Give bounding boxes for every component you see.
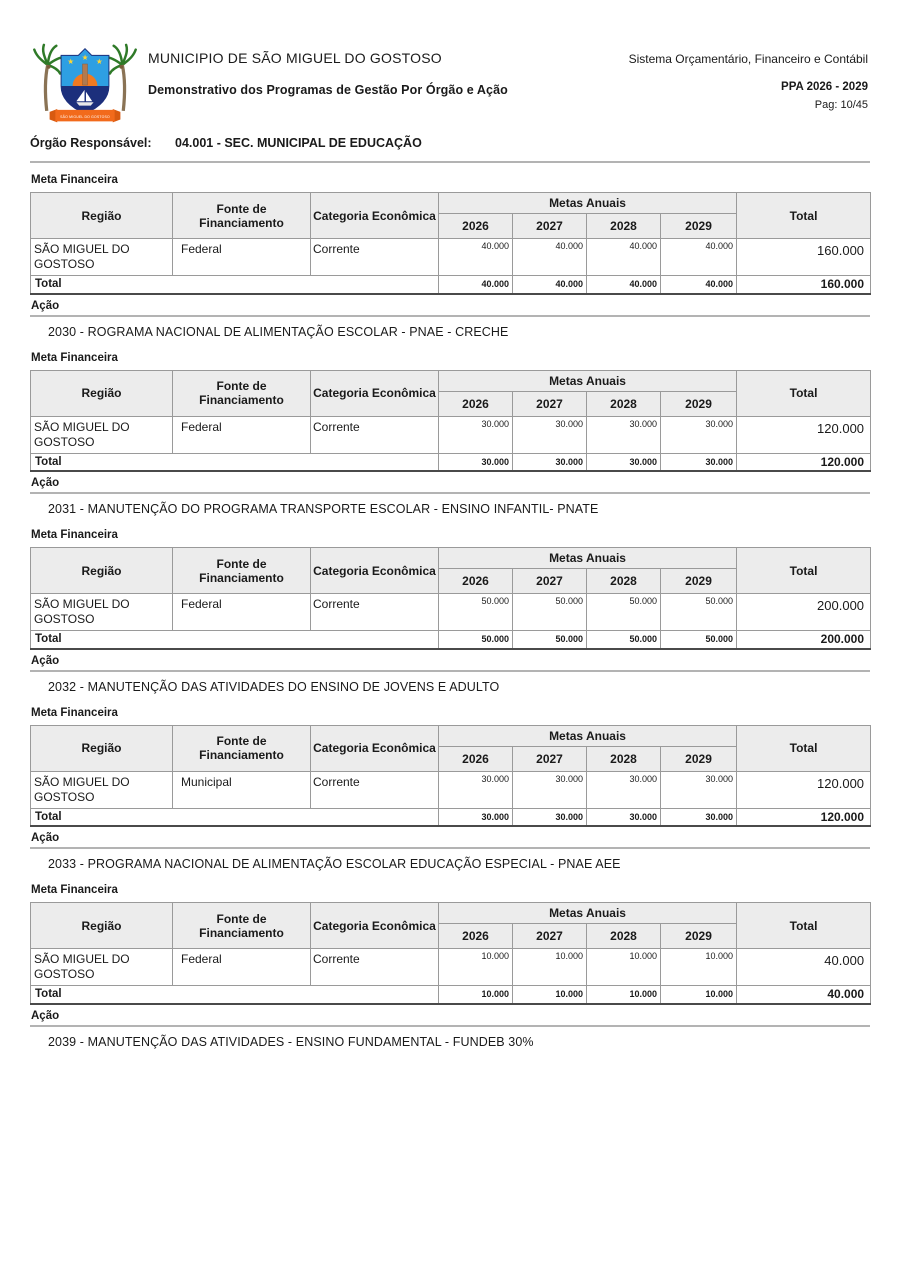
total-row: [31, 808, 871, 826]
col-header-regiao: Região: [31, 725, 173, 771]
col-header-year-2026: 2026: [439, 746, 513, 771]
col-header-year-2029: 2029: [661, 391, 737, 416]
system-name: Sistema Orçamentário, Financeiro e Contábil: [628, 52, 868, 66]
total-value-2026: 40.000: [439, 276, 513, 294]
cell-regiao: SÃO MIGUEL DO GOSTOSO: [31, 416, 173, 453]
col-header-year-2027: 2027: [513, 391, 587, 416]
total-value-2027: 50.000: [513, 631, 587, 649]
program-section: [30, 352, 870, 517]
col-header-year-2028: 2028: [587, 924, 661, 949]
svg-text:SÃO MIGUEL DO GOSTOSO: SÃO MIGUEL DO GOSTOSO: [60, 115, 110, 120]
col-header-total: Total: [737, 903, 871, 949]
total-grand: 120.000: [737, 453, 871, 471]
meta-financeira-label: Meta Financeira: [31, 884, 118, 896]
col-header-regiao: Região: [31, 903, 173, 949]
cell-value-2027: 30.000: [513, 416, 587, 453]
cell-value-2028: 10.000: [587, 949, 661, 986]
total-value-2029: 30.000: [661, 453, 737, 471]
total-value-2026: 50.000: [439, 631, 513, 649]
cell-value-2027: 40.000: [513, 239, 587, 276]
header-separator: [30, 161, 870, 163]
cell-regiao: SÃO MIGUEL DO GOSTOSO: [31, 239, 173, 276]
meta-financeira-table: [30, 725, 871, 828]
col-header-year-2029: 2029: [661, 214, 737, 239]
total-grand: 200.000: [737, 631, 871, 649]
cell-categoria: Corrente: [311, 949, 439, 986]
col-header-total: Total: [737, 548, 871, 594]
svg-text:★: ★: [95, 57, 103, 66]
col-header-year-2026: 2026: [439, 214, 513, 239]
meta-financeira-table: [30, 370, 871, 473]
col-header-categoria: Categoria Econômica: [311, 903, 439, 949]
col-header-total: Total: [737, 370, 871, 416]
cell-value-2027: 30.000: [513, 771, 587, 808]
col-header-regiao: Região: [31, 370, 173, 416]
total-row: [31, 453, 871, 471]
cell-categoria: Corrente: [311, 239, 439, 276]
total-value-2026: 30.000: [439, 808, 513, 826]
col-header-year-2026: 2026: [439, 391, 513, 416]
col-header-metas-anuais: Metas Anuais: [439, 725, 737, 746]
total-row-label: Total: [31, 986, 439, 1004]
table-row: [31, 416, 871, 453]
total-value-2029: 10.000: [661, 986, 737, 1004]
cell-row-total: 120.000: [737, 416, 871, 453]
col-header-fonte: Fonte de Financiamento: [173, 548, 311, 594]
total-grand: 40.000: [737, 986, 871, 1004]
table-row: [31, 949, 871, 986]
cell-categoria: Corrente: [311, 771, 439, 808]
header-titles: [148, 50, 508, 97]
acao-section-label: Ação: [30, 650, 870, 672]
organ-value: 04.001 - SEC. MUNICIPAL DE EDUCAÇÃO: [175, 136, 422, 150]
col-header-fonte: Fonte de Financiamento: [173, 903, 311, 949]
meta-financeira-table: [30, 192, 871, 295]
cell-value-2029: 30.000: [661, 416, 737, 453]
col-header-year-2028: 2028: [587, 569, 661, 594]
total-value-2029: 30.000: [661, 808, 737, 826]
acao-section-label: Ação: [30, 1005, 870, 1027]
total-row: [31, 631, 871, 649]
cell-regiao: SÃO MIGUEL DO GOSTOSO: [31, 771, 173, 808]
total-row-label: Total: [31, 276, 439, 294]
cell-row-total: 40.000: [737, 949, 871, 986]
cell-value-2029: 50.000: [661, 594, 737, 631]
program-section: [30, 707, 870, 872]
cell-fonte: Federal: [173, 416, 311, 453]
cell-value-2026: 10.000: [439, 949, 513, 986]
page-number: Pag: 10/45: [814, 99, 868, 111]
meta-financeira-label: Meta Financeira: [31, 351, 118, 364]
total-grand: 160.000: [737, 276, 871, 294]
total-row: [31, 986, 871, 1004]
header-meta: [629, 52, 868, 111]
col-header-categoria: Categoria Econômica: [311, 193, 439, 239]
cell-value-2028: 50.000: [587, 594, 661, 631]
total-value-2026: 10.000: [439, 986, 513, 1004]
program-section: [30, 884, 870, 1049]
meta-financeira-table: [30, 547, 871, 650]
total-row: [31, 276, 871, 294]
report-header: [0, 0, 900, 130]
total-value-2028: 30.000: [587, 453, 661, 471]
col-header-year-2027: 2027: [513, 214, 587, 239]
program-section: [30, 174, 870, 339]
cell-row-total: 200.000: [737, 594, 871, 631]
col-header-year-2027: 2027: [513, 746, 587, 771]
program-section: [30, 529, 870, 694]
meta-financeira-label: Meta Financeira: [31, 706, 118, 719]
total-value-2028: 50.000: [587, 631, 661, 649]
cell-fonte: Municipal: [173, 771, 311, 808]
cell-fonte: Federal: [173, 239, 311, 276]
cell-value-2028: 30.000: [587, 771, 661, 808]
meta-financeira-table: [30, 902, 871, 1005]
col-header-total: Total: [737, 193, 871, 239]
col-header-year-2026: 2026: [439, 569, 513, 594]
report-title: Demonstrativo dos Programas de Gestão Por Órgão e Ação: [148, 83, 508, 97]
cell-value-2028: 30.000: [587, 416, 661, 453]
cell-value-2026: 30.000: [439, 416, 513, 453]
col-header-regiao: Região: [31, 548, 173, 594]
col-header-fonte: Fonte de Financiamento: [173, 370, 311, 416]
col-header-year-2027: 2027: [513, 924, 587, 949]
acao-section-label: Ação: [30, 472, 870, 494]
total-value-2028: 40.000: [587, 276, 661, 294]
organ-responsible-row: [30, 136, 870, 150]
col-header-categoria: Categoria Econômica: [311, 548, 439, 594]
total-value-2026: 30.000: [439, 453, 513, 471]
svg-text:★: ★: [67, 57, 75, 66]
acao-section-label: Ação: [30, 295, 870, 317]
col-header-year-2029: 2029: [661, 569, 737, 594]
svg-text:★: ★: [81, 53, 89, 63]
col-header-year-2029: 2029: [661, 746, 737, 771]
col-header-metas-anuais: Metas Anuais: [439, 903, 737, 924]
acao-description: 2033 - PROGRAMA NACIONAL DE ALIMENTAÇÃO ESCOLAR EDUCAÇÃO ESPECIAL - PNAE AEE: [48, 857, 621, 871]
total-grand: 120.000: [737, 808, 871, 826]
acao-description: 2031 - MANUTENÇÃO DO PROGRAMA TRANSPORTE ESCOLAR - ENSINO INFANTIL- PNATE: [48, 502, 599, 516]
ppa-period: PPA 2026 - 2029: [781, 81, 868, 93]
cell-value-2026: 40.000: [439, 239, 513, 276]
cell-regiao: SÃO MIGUEL DO GOSTOSO: [31, 594, 173, 631]
col-header-fonte: Fonte de Financiamento: [173, 193, 311, 239]
cell-categoria: Corrente: [311, 594, 439, 631]
cell-fonte: Federal: [173, 594, 311, 631]
table-row: [31, 239, 871, 276]
col-header-categoria: Categoria Econômica: [311, 725, 439, 771]
col-header-regiao: Região: [31, 193, 173, 239]
cell-regiao: SÃO MIGUEL DO GOSTOSO: [31, 949, 173, 986]
col-header-total: Total: [737, 725, 871, 771]
col-header-year-2026: 2026: [439, 924, 513, 949]
cell-row-total: 120.000: [737, 771, 871, 808]
organ-label: Órgão Responsável:: [30, 136, 152, 150]
cell-value-2027: 10.000: [513, 949, 587, 986]
cell-row-total: 160.000: [737, 239, 871, 276]
acao-section-label: Ação: [30, 827, 870, 849]
total-value-2027: 10.000: [513, 986, 587, 1004]
meta-financeira-label: Meta Financeira: [31, 529, 118, 541]
col-header-year-2028: 2028: [587, 746, 661, 771]
acao-description: 2030 - ROGRAMA NACIONAL DE ALIMENTAÇÃO ESCOLAR - PNAE - CRECHE: [48, 324, 509, 339]
total-row-label: Total: [31, 453, 439, 471]
col-header-metas-anuais: Metas Anuais: [439, 370, 737, 391]
total-value-2029: 40.000: [661, 276, 737, 294]
col-header-year-2028: 2028: [587, 391, 661, 416]
cell-value-2029: 10.000: [661, 949, 737, 986]
table-row: [31, 771, 871, 808]
cell-value-2029: 40.000: [661, 239, 737, 276]
col-header-year-2027: 2027: [513, 569, 587, 594]
cell-value-2028: 40.000: [587, 239, 661, 276]
table-row: [31, 594, 871, 631]
col-header-metas-anuais: Metas Anuais: [439, 548, 737, 569]
acao-description: 2039 - MANUTENÇÃO DAS ATIVIDADES - ENSINO FUNDAMENTAL - FUNDEB 30%: [48, 1034, 534, 1049]
total-row-label: Total: [31, 808, 439, 826]
cell-value-2026: 50.000: [439, 594, 513, 631]
col-header-year-2028: 2028: [587, 214, 661, 239]
cell-value-2026: 30.000: [439, 771, 513, 808]
total-value-2028: 30.000: [587, 808, 661, 826]
cell-value-2029: 30.000: [661, 771, 737, 808]
col-header-year-2029: 2029: [661, 924, 737, 949]
col-header-fonte: Fonte de Financiamento: [173, 725, 311, 771]
meta-financeira-label: Meta Financeira: [31, 174, 118, 186]
total-value-2028: 10.000: [587, 986, 661, 1004]
col-header-categoria: Categoria Econômica: [311, 370, 439, 416]
cell-fonte: Federal: [173, 949, 311, 986]
municipality-name: MUNICIPIO DE SÃO MIGUEL DO GOSTOSO: [148, 50, 442, 66]
total-row-label: Total: [31, 631, 439, 649]
col-header-metas-anuais: Metas Anuais: [439, 193, 737, 214]
cell-value-2027: 50.000: [513, 594, 587, 631]
total-value-2027: 40.000: [513, 276, 587, 294]
total-value-2027: 30.000: [513, 453, 587, 471]
total-value-2027: 30.000: [513, 808, 587, 826]
cell-categoria: Corrente: [311, 416, 439, 453]
sections-container: [30, 174, 870, 1049]
municipal-coat-of-arms-logo: [32, 42, 138, 130]
total-value-2029: 50.000: [661, 631, 737, 649]
acao-description: 2032 - MANUTENÇÃO DAS ATIVIDADES DO ENSINO DE JOVENS E ADULTO: [48, 679, 500, 694]
coat-of-arms-icon: [32, 42, 138, 130]
